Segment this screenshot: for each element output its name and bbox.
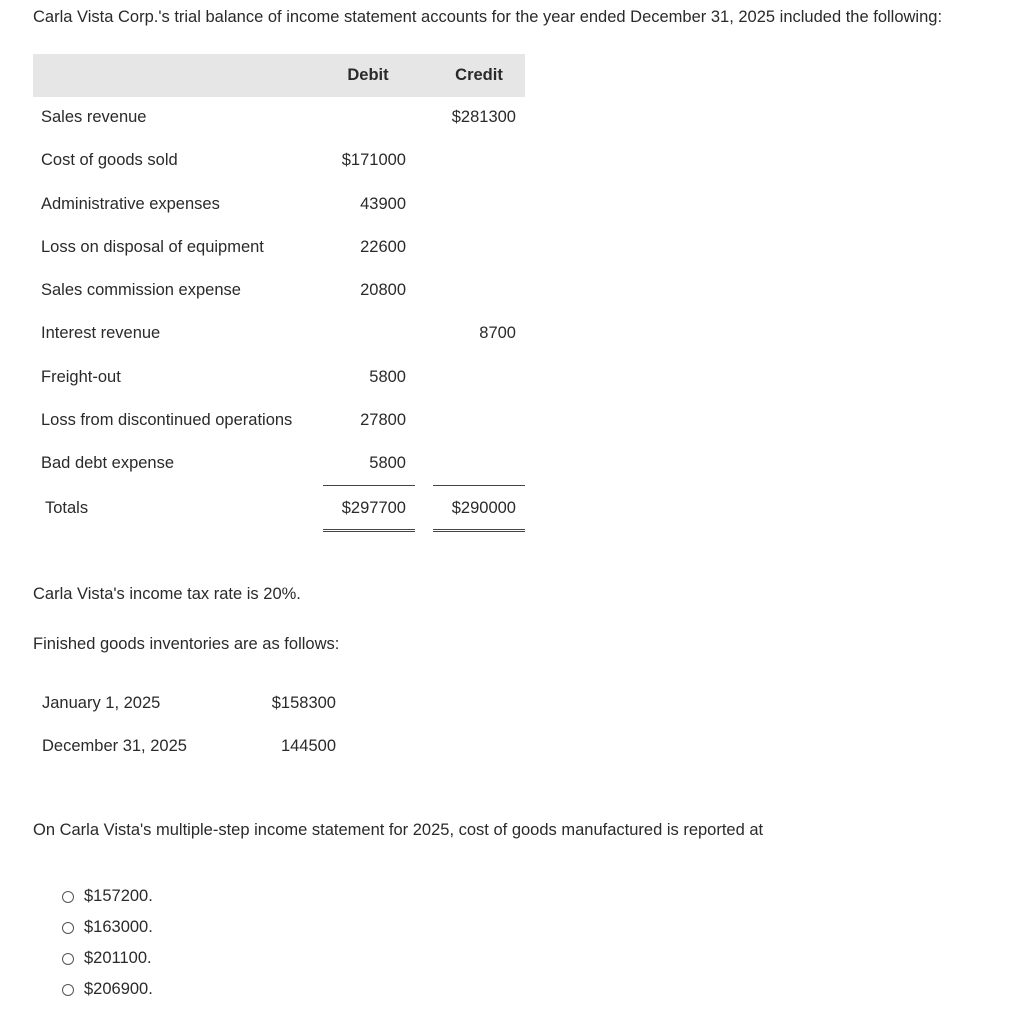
account-name: Loss on disposal of equipment	[41, 238, 264, 256]
account-name: Sales revenue	[41, 108, 147, 126]
table-row	[33, 151, 525, 175]
table-row	[33, 454, 525, 478]
inventory-value: 144500	[280, 737, 336, 755]
credit-subtotal-rule	[433, 485, 525, 486]
option-label: $163000.	[84, 918, 153, 936]
account-name: Bad debt expense	[41, 454, 175, 472]
debit-amount: $171000	[341, 151, 406, 169]
table-row	[33, 694, 353, 718]
tax-rate-note: Carla Vista's income tax rate is 20%.	[33, 585, 301, 603]
inventory-date: December 31, 2025	[42, 737, 187, 755]
answer-option-3[interactable]	[60, 943, 153, 974]
debit-amount: 5800	[369, 368, 406, 386]
account-name: Sales commission expense	[41, 281, 241, 299]
table-row	[33, 238, 525, 262]
radio-button-icon[interactable]	[62, 953, 74, 965]
table-row	[33, 411, 525, 435]
radio-button-icon[interactable]	[62, 891, 74, 903]
debit-amount: 20800	[360, 281, 406, 299]
table-header	[33, 54, 525, 97]
option-label: $206900.	[84, 980, 153, 998]
table-row	[33, 108, 525, 132]
totals-row	[33, 499, 525, 523]
account-name: Interest revenue	[41, 324, 161, 342]
option-label: $157200.	[84, 887, 153, 905]
answer-option-4[interactable]	[60, 974, 153, 1005]
answer-option-2[interactable]	[60, 912, 153, 943]
radio-button-icon[interactable]	[62, 922, 74, 934]
credit-total-double-rule	[433, 529, 525, 532]
account-name: Freight-out	[41, 368, 121, 386]
credit-amount: $281300	[451, 108, 516, 126]
debit-amount: 27800	[360, 411, 406, 429]
totals-label: Totals	[45, 499, 89, 517]
debit-subtotal-rule	[323, 485, 415, 486]
account-name: Loss from discontinued operations	[41, 411, 293, 429]
question-prompt: On Carla Vista's multiple-step income statement for 2025, cost of goods manufactured is reported at	[33, 821, 764, 839]
account-name: Administrative expenses	[41, 195, 220, 213]
account-name: Cost of goods sold	[41, 151, 178, 169]
debit-amount: 5800	[369, 454, 406, 472]
debit-header: Debit	[347, 66, 389, 84]
debit-amount: 22600	[360, 238, 406, 256]
debit-total-double-rule	[323, 529, 415, 532]
radio-button-icon[interactable]	[62, 984, 74, 996]
credit-amount: 8700	[479, 324, 516, 342]
table-row	[33, 737, 353, 761]
inventory-date: January 1, 2025	[42, 694, 161, 712]
debit-total: $297700	[341, 499, 406, 517]
credit-total: $290000	[451, 499, 516, 517]
inventory-intro: Finished goods inventories are as follows:	[33, 635, 340, 653]
answer-options	[60, 881, 153, 1005]
table-row	[33, 195, 525, 219]
inventory-value: $158300	[271, 694, 336, 712]
option-label: $201100.	[84, 949, 152, 967]
table-row	[33, 368, 525, 392]
answer-option-1[interactable]	[60, 881, 153, 912]
credit-header: Credit	[455, 66, 503, 84]
question-intro: Carla Vista Corp.'s trial balance of income statement accounts for the year ended December 31, 2025 included the following:	[33, 8, 943, 26]
table-row	[33, 281, 525, 305]
debit-amount: 43900	[360, 195, 406, 213]
table-row	[33, 324, 525, 348]
